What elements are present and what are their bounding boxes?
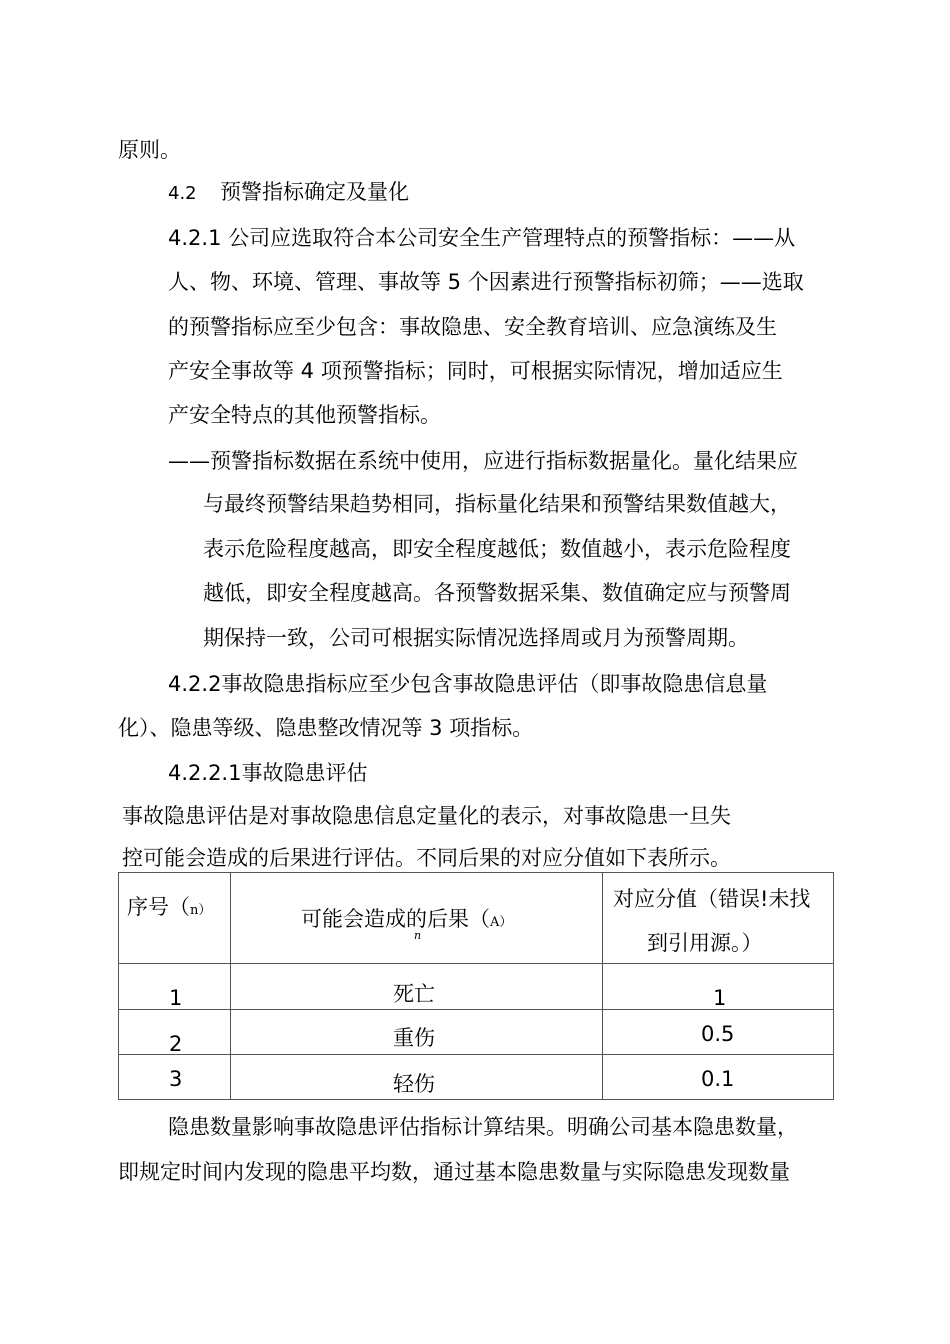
text-line: 4.2.1 公司应选取符合本公司安全生产管理特点的预警指标：——从 <box>168 226 796 250</box>
row-score: 0.5 <box>701 1022 735 1046</box>
text-line: 表示危险程度越高，即安全程度越低；数值越小，表示危险程度 <box>203 537 791 561</box>
header-result-var: A） <box>490 915 513 930</box>
text-line: 4.2.2事故隐患指标应至少包含事故隐患评估（即事故隐患信息量 <box>168 672 768 696</box>
table-header-row <box>119 873 834 964</box>
header-score-line2: 到引用源。） <box>647 931 763 955</box>
text-line: 控可能会造成的后果进行评估。不同后果的对应分值如下表所示。 <box>122 846 731 870</box>
row-score: 0.1 <box>701 1067 735 1091</box>
row-index: 3 <box>169 1067 183 1091</box>
header-index-var: n） <box>190 903 212 918</box>
row-index: 1 <box>169 986 183 1010</box>
text-line: 人、物、环境、管理、事故等 5 个因素进行预警指标初筛；——选取 <box>168 270 804 294</box>
text-line: 原则。 <box>118 138 181 162</box>
header-cell-index <box>119 873 231 964</box>
header-cell-result <box>231 873 603 964</box>
table-row <box>119 964 834 1010</box>
row-result: 死亡 <box>393 982 435 1006</box>
section-heading: 预警指标确定及量化 <box>220 180 409 204</box>
row-result: 轻伤 <box>393 1072 435 1096</box>
text-line: 与最终预警结果趋势相同，指标量化结果和预警结果数值越大， <box>203 492 791 516</box>
table-row <box>119 1010 834 1055</box>
text-line: 期保持一致，公司可根据实际情况选择周或月为预警周期。 <box>203 626 749 650</box>
text-line: 隐患数量影响事故隐患评估指标计算结果。明确公司基本隐患数量， <box>168 1115 798 1139</box>
text-line: 产安全事故等 4 项预警指标；同时，可根据实际情况，增加适应生 <box>168 359 783 383</box>
section-number: 4.2 <box>168 183 197 204</box>
consequence-score-table <box>118 872 834 1100</box>
text-line: 事故隐患评估是对事故隐患信息定量化的表示，对事故隐患一旦失 <box>122 804 731 828</box>
text-line: 即规定时间内发现的隐患平均数，通过基本隐患数量与实际隐患发现数量 <box>118 1160 790 1184</box>
header-score-line1: 对应分值（错误!未找 <box>613 887 811 911</box>
text-line: ——预警指标数据在系统中使用，应进行指标数据量化。量化结果应 <box>168 449 798 473</box>
row-score: 1 <box>713 986 727 1010</box>
text-line: 的预警指标应至少包含：事故隐患、安全教育培训、应急演练及生 <box>168 315 777 339</box>
header-index-label: 序号（ <box>127 895 190 919</box>
row-index: 2 <box>169 1032 183 1056</box>
text-line: 越低，即安全程度越高。各预警数据采集、数值确定应与预警周 <box>203 581 791 605</box>
row-result: 重伤 <box>393 1026 435 1050</box>
header-result-label: 可能会造成的后果（ <box>301 907 490 931</box>
subsection-heading: 4.2.2.1事故隐患评估 <box>168 761 368 785</box>
header-result-subscript: n <box>414 929 422 942</box>
header-cell-score <box>603 873 834 964</box>
table-row <box>119 1055 834 1100</box>
text-line: 产安全特点的其他预警指标。 <box>168 403 441 427</box>
text-line: 化）、隐患等级、隐患整改情况等 3 项指标。 <box>118 716 534 740</box>
